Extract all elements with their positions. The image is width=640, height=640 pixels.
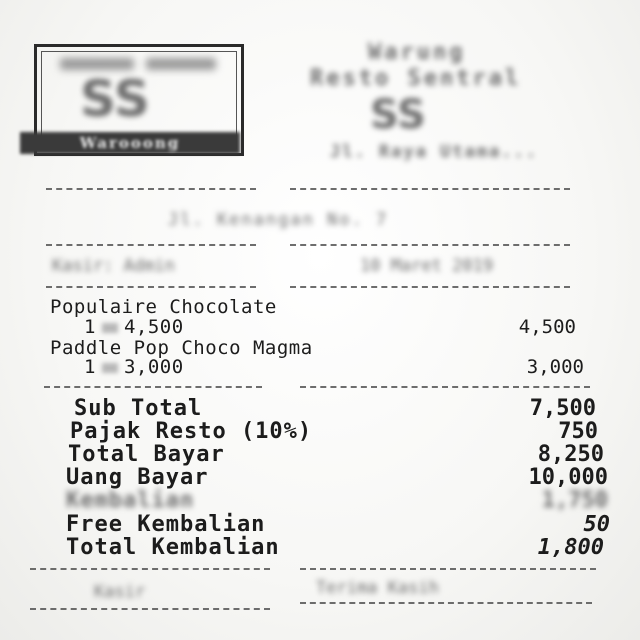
divider bbox=[46, 286, 256, 288]
store-address: Jl. Raya Utama... bbox=[330, 142, 538, 162]
store-name-line2: Resto Sentral bbox=[310, 66, 522, 91]
logo-top-text-blur bbox=[60, 58, 134, 70]
divider bbox=[300, 568, 596, 570]
change-value: 1,750 bbox=[541, 488, 608, 513]
meta-center-line: Jl. Kenangan No. 7 bbox=[168, 210, 389, 230]
meta-left: Kasir: Admin bbox=[52, 256, 175, 276]
tax-label: Pajak Resto (10%) bbox=[70, 419, 313, 444]
item-unit-price: 4,500 bbox=[123, 316, 184, 338]
multiply-mark bbox=[102, 363, 118, 373]
divider bbox=[44, 386, 262, 388]
item-unit-price: 3,000 bbox=[123, 356, 184, 378]
total-change-value: 1,800 bbox=[537, 535, 604, 560]
divider bbox=[300, 602, 592, 604]
item-qty: 1 bbox=[84, 356, 96, 378]
cash-value: 10,000 bbox=[528, 465, 608, 490]
divider bbox=[46, 244, 256, 246]
free-change-label: Free Kembalian bbox=[66, 512, 266, 537]
store-logo-mark: SS bbox=[80, 70, 150, 128]
store-logo-text: SS bbox=[370, 92, 426, 138]
subtotal-value: 7,500 bbox=[529, 396, 596, 421]
free-change-value: 50 bbox=[583, 512, 610, 537]
divider bbox=[290, 286, 570, 288]
total-change-label: Total Kembalian bbox=[66, 535, 280, 560]
item-qty-price bbox=[84, 356, 184, 378]
logo-top-text-blur-2 bbox=[146, 58, 216, 70]
divider bbox=[46, 188, 256, 190]
tax-value: 750 bbox=[558, 419, 598, 444]
item-qty: 1 bbox=[84, 316, 96, 338]
divider bbox=[290, 188, 570, 190]
logo-band: Warooong bbox=[20, 132, 240, 154]
item-name: Populaire Chocolate bbox=[50, 296, 277, 318]
footer-right: Terima Kasih bbox=[316, 578, 439, 598]
item-name: Paddle Pop Choco Magma bbox=[50, 337, 313, 359]
meta-right: 10 Maret 2019 bbox=[360, 256, 494, 276]
item-amount: 4,500 bbox=[518, 316, 576, 338]
divider bbox=[300, 386, 590, 388]
total-value: 8,250 bbox=[537, 442, 604, 467]
item-qty-price bbox=[84, 316, 184, 338]
divider bbox=[30, 608, 270, 610]
footer-left: Kasir bbox=[94, 582, 146, 602]
divider bbox=[30, 568, 270, 570]
multiply-mark bbox=[102, 323, 118, 333]
total-label: Total Bayar bbox=[68, 442, 225, 467]
item-amount: 3,000 bbox=[526, 356, 584, 378]
subtotal-label: Sub Total bbox=[74, 396, 203, 421]
divider bbox=[290, 244, 570, 246]
change-label: Kembalian bbox=[66, 488, 195, 513]
store-name-line1: Warung bbox=[368, 40, 466, 65]
cash-label: Uang Bayar bbox=[66, 465, 209, 490]
